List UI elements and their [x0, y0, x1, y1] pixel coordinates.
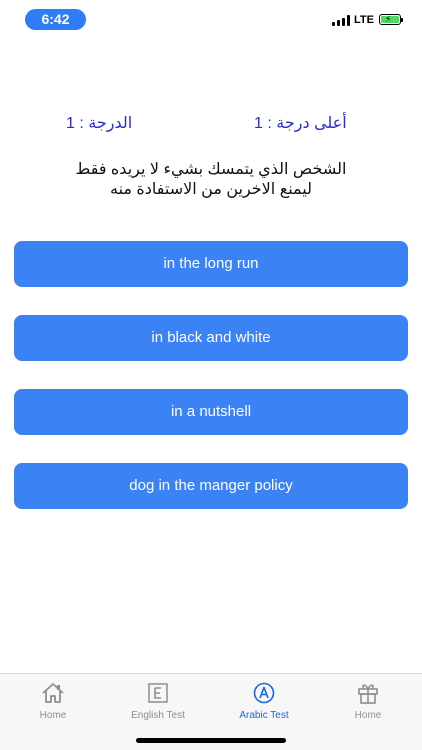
status-time: 6:42	[25, 9, 86, 30]
tab-home-gift-label: Home	[354, 710, 382, 721]
answer-option-1[interactable]: in the long run	[14, 241, 408, 287]
best-score: أعلى درجة : 1	[254, 115, 347, 132]
question-line-2: ليمنع الاخرين من الاستفادة منه	[109, 181, 312, 198]
tab-english-test-label: English Test	[131, 710, 185, 721]
home-indicator	[136, 738, 286, 743]
tab-arabic-test-label: Arabic Test	[239, 710, 289, 721]
tab-home-label: Home	[39, 710, 67, 721]
answer-option-3[interactable]: in a nutshell	[14, 389, 408, 435]
letter-e-icon	[146, 682, 170, 704]
house-icon	[41, 682, 65, 704]
signal-icon	[332, 15, 352, 26]
question-text	[40, 160, 382, 200]
tab-home-gift[interactable]	[323, 682, 413, 722]
network-label: LTE	[354, 14, 374, 26]
current-score: الدرجة : 1	[66, 115, 133, 132]
letter-a-icon	[252, 682, 276, 704]
question-line-1: الشخص الذي يتمسك بشيء لا يريده فقط	[75, 161, 347, 178]
answer-option-2[interactable]: in black and white	[14, 315, 408, 361]
tab-english-test[interactable]	[113, 682, 203, 722]
tab-arabic-test[interactable]	[219, 682, 309, 722]
answer-option-4[interactable]: dog in the manger policy	[14, 463, 408, 509]
tab-home[interactable]	[8, 682, 98, 722]
status-bar	[0, 0, 422, 40]
battery-icon: ⚡	[379, 14, 401, 25]
gift-icon	[356, 682, 380, 704]
